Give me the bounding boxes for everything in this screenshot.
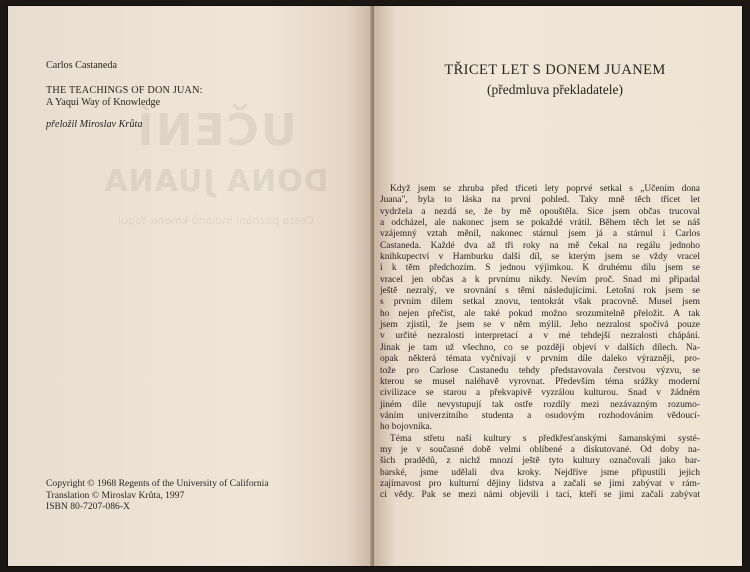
body-line: my je v současné době velmi oblíbené a diskutované. Od doby na-	[380, 444, 700, 455]
copyright-line: Copyright © 1968 Regents of the University of California	[46, 478, 269, 489]
bleed-through-line-2: DONA JUANA	[103, 164, 329, 199]
body-line: Když jsem se zhruba před třiceti lety poprvé setkal s „Učením dona	[390, 184, 700, 194]
preface-body-text	[380, 184, 700, 502]
body-line: ci vědy. Pak se mezi námi objevili i tací, kteří se jimi začali zabývat	[380, 490, 700, 501]
body-line: ještě nezralý, ve srovnání s těmi následujícími. Letošní rok jsem se	[380, 286, 700, 297]
original-subtitle: A Yaqui Way of Knowledge	[46, 97, 161, 108]
body-line: vzájemný vztah měnil, nakonec stárnul jsem já a stárnul i Carlos	[380, 229, 700, 240]
copyright-block	[46, 478, 346, 513]
body-line: váním univerzitního studenta a osudovým rozhodováním vědoucí-	[380, 410, 700, 421]
body-line: civilizace se starou a překvapivě vyzrálou kulturou. Snad v žádném	[380, 388, 700, 399]
translation-copyright-line: Translation © Miroslav Krůta, 1997	[46, 489, 185, 501]
body-line: jiném díle nevystupují tak ostře rozdíly mezi nezávazným rozumo-	[380, 399, 700, 410]
title-credits	[46, 60, 346, 131]
body-line: vracel jen občas a k prvnímu nikdy. Nevím proč. Snad mi připadal	[380, 274, 700, 285]
body-line: jsem zjistil, že jsem se v něm mýlil. Jeho nezralost spočívá pouze	[380, 320, 700, 331]
original-title: THE TEACHINGS OF DON JUAN:	[46, 85, 203, 96]
bleed-through-line-3: Cesta poznání indiánů kmene Yaqui	[118, 214, 314, 227]
body-line: ho bojovníka.	[380, 422, 432, 433]
body-line: i k těm předchozím. S jednou výjimkou. K druhému dílu jsem se	[380, 263, 700, 274]
body-line: vydržela a nezdá se, že by mě opouštěla. Sice jsem občas trucoval	[380, 206, 700, 217]
body-line: Jinak je tam už všechno, co se později objeví v dalších dílech. Na-	[380, 342, 700, 353]
left-page	[8, 6, 372, 566]
author-name: Carlos Castaneda	[46, 60, 118, 71]
body-line: knihkupectví v Hamburku další díl, se kterým jsem se vždy vracel	[380, 252, 700, 263]
body-line: ho nejen přečíst, ale také pokud možno srozumitelně přeložit. A tak	[380, 308, 700, 319]
isbn-line: ISBN 80-7207-086-X	[46, 501, 130, 513]
chapter-subtitle: (předmluva překladatele)	[486, 82, 624, 97]
body-line: opak některá témata vyčnívají v prvním díle daleko výrazněji, pro-	[380, 354, 700, 365]
body-line: kterou se musel naléhavě vyrovnat. Především téma srážky moderní	[380, 376, 700, 387]
body-line: šich pradědů, z nichž mnozí ještě tyto kultury označovali jako bar-	[380, 456, 700, 467]
body-line: s prvním dílem setkal znovu, tentokrát však pracovně. Musel jsem	[380, 297, 700, 308]
body-line: v určité nezralosti interpretací a v mé tehdejší nezralosti chápání.	[380, 331, 700, 342]
body-line: Juana", byla to láska na první pohled. Taky mně těch třicet let	[380, 195, 700, 206]
body-line: a odcházel, ale nakonec jsem se pokaždé vrátil. Během těch let se náš	[380, 218, 700, 229]
body-line: Téma střetu naší kultury s předkřesťanskými šamanskými systé-	[390, 433, 700, 444]
body-line: zajímavost pro kulturní dějiny lidstva a začali se jimi zabývat v rám-	[380, 478, 700, 489]
bleed-through-line-1: UČENÍ	[135, 105, 297, 156]
chapter-title: TŘICET LET S DONEM JUANEM	[444, 62, 666, 78]
body-line: barské, jsme udělali dva kroky. Nejdříve jsme připustili jejich	[380, 467, 700, 478]
translator-credit: přeložil Miroslav Krůta	[46, 119, 143, 130]
body-line: Castaneda. Každé dva až tři roky na mě čekal na regálu jednoho	[380, 240, 700, 251]
body-line: tože pro Carlose Castanedu tehdy představovala čerstvou výzvu, se	[380, 365, 700, 376]
